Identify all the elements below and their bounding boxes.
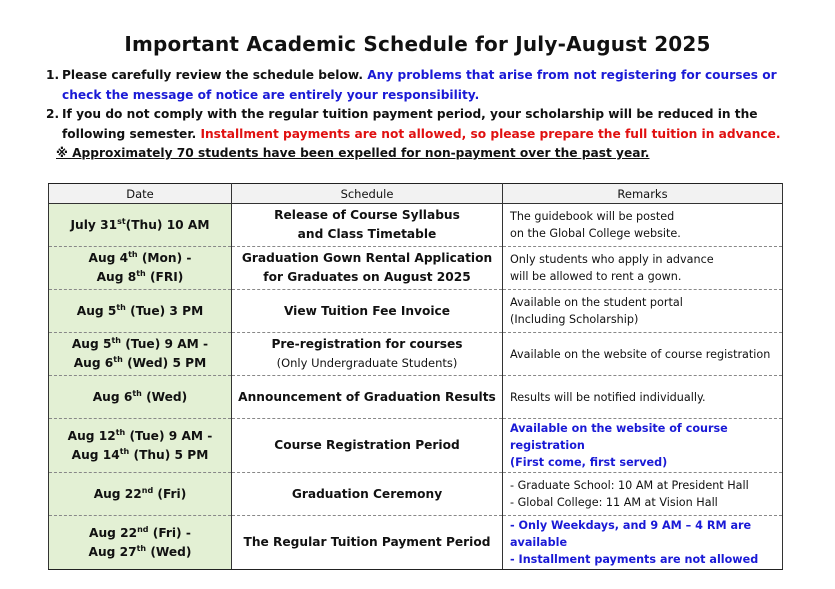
date-suffix: st: [117, 216, 126, 226]
remark-text: Only students who apply in advance: [510, 253, 714, 266]
notice-number: 1.: [46, 68, 60, 82]
date-text: Aug 22: [89, 525, 138, 540]
remarks-cell: [503, 419, 783, 473]
table-row: [49, 333, 783, 376]
date-time: (Thu) 10 AM: [125, 217, 210, 232]
date-time: (Tue) 9 AM -: [125, 428, 213, 443]
date-time: (Tue) 9 AM -: [120, 337, 209, 351]
schedule-title-cont: and Class Timetable: [297, 227, 437, 241]
date-text: Aug 6: [92, 389, 133, 404]
date-text: Aug 5: [71, 337, 112, 351]
header-remarks: Remarks: [503, 184, 783, 204]
remark-text: - Only Weekdays, and 9 AM – 4 RM are available: [510, 519, 752, 549]
date-suffix: th: [136, 268, 146, 278]
remark-text: The guidebook will be posted: [510, 210, 675, 223]
notice-warning-blue: Any problems that arise from not registering for courses or check the message of notice are entirely your responsibility.: [62, 68, 777, 102]
schedule-table: [48, 183, 783, 570]
header-date: Date: [49, 184, 232, 204]
table-row: [49, 419, 783, 473]
remarks-cell: [503, 247, 783, 290]
table-row: [49, 204, 783, 247]
remark-text-cont: on the Global College website.: [510, 227, 681, 240]
table-header-row: [49, 184, 783, 204]
notice-item-2: [46, 105, 791, 144]
remark-text: Results will be notified individually.: [510, 390, 706, 404]
date-time: (Tue) 3 PM: [125, 303, 204, 318]
date-cell: [49, 247, 232, 290]
notice-text: Please carefully review the schedule below.: [62, 68, 368, 82]
date-text: Aug 27: [88, 544, 137, 559]
remark-text: Available on the website of course registration: [510, 347, 771, 361]
notice-warning-red: Installment payments are not allowed: [200, 126, 462, 141]
date-suffix: th: [115, 427, 126, 437]
schedule-title: Pre-registration for courses: [271, 337, 463, 351]
notice-text: Approximately 70 students have been expelled for non-payment over the past year.: [67, 146, 650, 160]
date-cell: [49, 204, 232, 247]
date-text: July 31: [70, 217, 118, 232]
schedule-cell: [232, 419, 503, 473]
remark-text-cont: - Global College: 11 AM at Vision Hall: [510, 496, 718, 509]
remarks-cell: [503, 204, 783, 247]
date-time: (Fri) -: [148, 525, 191, 540]
date-cell: [49, 473, 232, 516]
date-suffix: th: [116, 302, 126, 312]
date-text: Aug 12: [67, 428, 116, 443]
schedule-cell: [232, 290, 503, 333]
remarks-cell: [503, 376, 783, 419]
date-suffix: th: [128, 249, 138, 259]
date-suffix: th: [111, 335, 121, 345]
date-suffix: th: [119, 446, 130, 456]
schedule-title: View Tuition Fee Invoice: [283, 303, 451, 318]
schedule-title: Graduation Ceremony: [291, 486, 443, 501]
date-time: (Thu) 5 PM: [129, 447, 209, 462]
date-time: (Mon) -: [137, 251, 192, 265]
date-cell: [49, 516, 232, 570]
date-cell: [49, 290, 232, 333]
date-time: (Fri): [153, 486, 187, 501]
remarks-cell: [503, 333, 783, 376]
date-text: Aug 22: [93, 486, 142, 501]
date-text: Aug 14: [71, 447, 120, 462]
date-text: Aug 8: [96, 270, 137, 284]
remarks-cell: [503, 290, 783, 333]
reference-mark: ※: [56, 146, 68, 160]
notice-text: If you do not comply with the regular tuition payment period, your scholarship will be reduced in the following semester.: [62, 107, 758, 141]
date-time: (FRI): [145, 270, 184, 284]
table-row: [49, 290, 783, 333]
date-cell: [49, 419, 232, 473]
schedule-title: The Regular Tuition Payment Period: [243, 535, 491, 549]
schedule-title: Course Registration Period: [274, 438, 460, 452]
header-schedule: Schedule: [232, 184, 503, 204]
schedule-title-cont: for Graduates on August 2025: [263, 270, 471, 284]
date-cell: [49, 376, 232, 419]
remarks-cell: [503, 473, 783, 516]
schedule-title: Graduation Gown Rental Application: [241, 251, 493, 265]
remarks-cell: [503, 516, 783, 570]
notice-item-3: [46, 144, 791, 164]
remark-text-cont: will be allowed to rent a gown.: [510, 270, 682, 283]
date-text: Aug 6: [73, 356, 114, 370]
schedule-cell: [232, 473, 503, 516]
table-row: [49, 376, 783, 419]
table-row: [49, 473, 783, 516]
date-suffix: nd: [141, 485, 154, 495]
remark-text: Available on the website of course registration: [510, 422, 728, 452]
date-time: (Wed) 5 PM: [122, 356, 207, 370]
remark-text-cont: (First come, first served): [510, 456, 668, 469]
notice-item-1: [46, 66, 791, 105]
remark-text-cont: - Installment payments are not allowed: [510, 553, 759, 566]
schedule-cell: [232, 204, 503, 247]
remark-text-cont: (Including Scholarship): [510, 313, 639, 326]
schedule-cell: [232, 333, 503, 376]
date-suffix: th: [113, 354, 123, 364]
date-time: (Wed): [141, 389, 188, 404]
schedule-cell: [232, 516, 503, 570]
date-suffix: th: [136, 543, 147, 553]
notice-number: 2.: [46, 107, 60, 121]
table-row: [49, 247, 783, 290]
schedule-title: Release of Course Syllabus: [274, 208, 460, 222]
date-time: (Wed): [146, 544, 192, 559]
schedule-cell: [232, 376, 503, 419]
date-suffix: th: [132, 388, 142, 398]
remark-text: Available on the student portal: [510, 296, 683, 309]
date-cell: [49, 333, 232, 376]
remark-text: - Graduate School: 10 AM at President Hall: [510, 479, 749, 492]
schedule-cell: [232, 247, 503, 290]
date-text: Aug 5: [76, 303, 117, 318]
date-text: Aug 4: [88, 251, 129, 265]
page-title: Important Academic Schedule for July-August 2025: [124, 32, 711, 56]
schedule-title: Announcement of Graduation Results: [238, 389, 496, 404]
schedule-subnote: (Only Undergraduate Students): [276, 356, 458, 370]
date-suffix: nd: [137, 524, 149, 534]
notice-warning-red-cont: , so please prepare the full tuition in advance.: [461, 126, 781, 141]
notice-list: [46, 66, 791, 164]
table-row: [49, 516, 783, 570]
